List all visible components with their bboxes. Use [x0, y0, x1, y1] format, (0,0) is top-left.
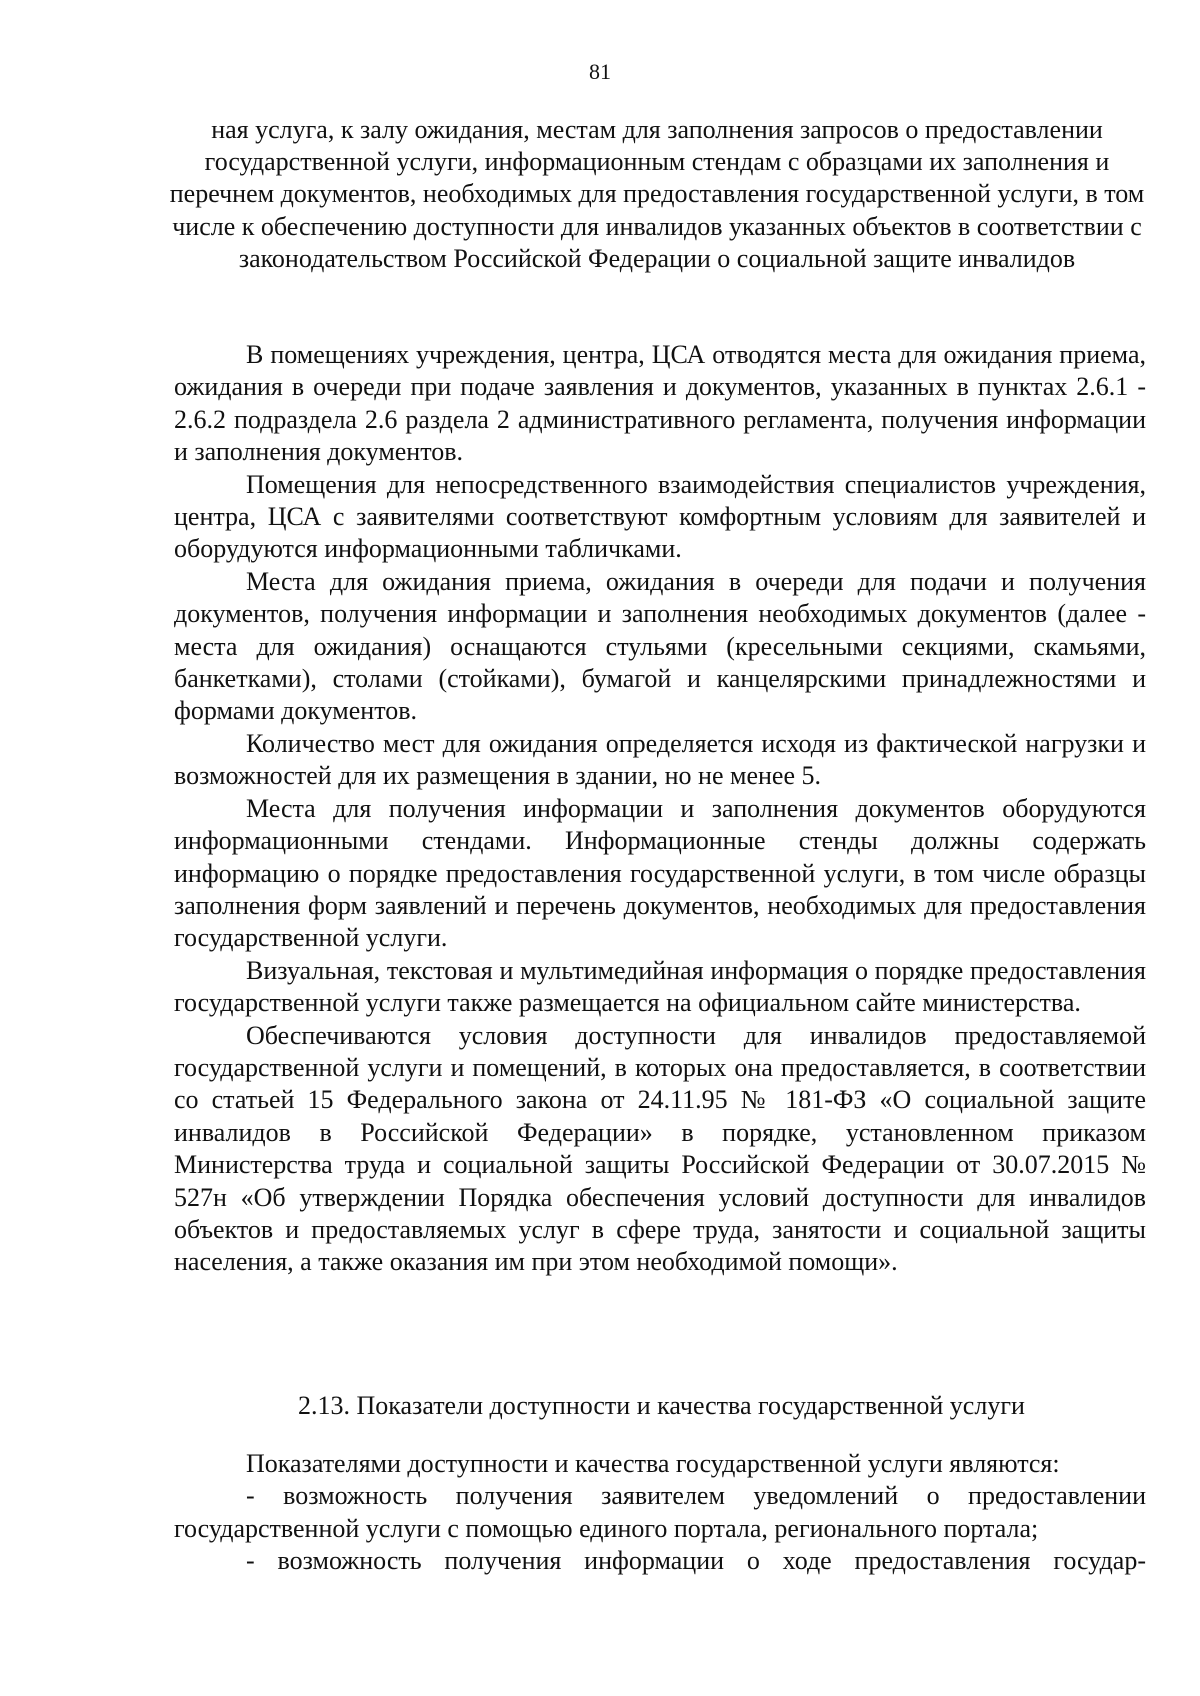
paragraph-multimedia-info: Визуальная, текстовая и мультимедийная информация о порядке предоставления государственной услуги также размещается на официальном сайте министерства. [174, 955, 1146, 1018]
subsection-heading: ная услуга, к залу ожидания, местам для заполнения запросов о предоставлении государственной услуги, информационным стендам с образцами их заполнения и перечнем документов, необходимых для предоставления государственной услуги, в том числе к обеспечению доступности для инвалидов указанных объектов в соответствии с законодательством Российской Федерации о социальной защите инвалидов [169, 115, 1145, 273]
indicators-intro: Показателями доступности и качества государственной услуги являются: [246, 1449, 1060, 1478]
page-number: 81 [589, 59, 611, 84]
indicators-list [174, 1448, 1146, 1578]
paragraph-info-stands: Места для получения информации и заполнения документов оборудуются информационными стендами. Информационные стенды должны содержать информацию о порядке предоставления государственной услуги, в том числе образцы заполнения форм заявлений и перечень документов, необходимых для предоставления государственной услуги. [174, 793, 1146, 953]
section-heading: 2.13. Показатели доступности и качества государственной услуги [298, 1391, 1025, 1420]
paragraph-seat-count: Количество мест для ожидания определяется исходя из фактической нагрузки и возможностей для их размещения в здании, но не менее 5. [174, 728, 1146, 791]
indicator-item: - возможность получения информации о ходе предоставления государ- [246, 1546, 1146, 1576]
indicator-item: - возможность получения заявителем уведомлений о предоставлении государственной услуги с помощью единого портала, регионального портала; [174, 1481, 1146, 1543]
body-text [174, 339, 1146, 1279]
paragraph-waiting-equipment: Места для ожидания приема, ожидания в очереди для подачи и получения документов, получения информации и заполнения необходимых документов (далее - места для ожидания) оснащаются стульями (кресельными секциями, скамьями, банкетками), столами (стойками), бумагой и канцелярскими принадлежностями и формами документов. [174, 566, 1146, 726]
paragraph-interaction-rooms: Помещения для непосредственного взаимодействия специалистов учреждения, центра, ЦСА с заявителями соответствуют комфортным условиям для заявителей и оборудуются информационными табличками. [174, 469, 1146, 564]
paragraph-waiting-areas: В помещениях учреждения, центра, ЦСА отводятся места для ожидания приема, ожидания в очереди при подаче заявления и документов, указанных в пунктах 2.6.1 - 2.6.2 подраздела 2.6 раздела 2 административного регламента, получения информации и заполнения документов. [174, 340, 1146, 467]
paragraph-accessibility: Обеспечиваются условия доступности для инвалидов предоставляемой государственной услуги и помещений, в которых она предоставляется, в соответствии со статьей 15 Федерального закона от 24.11.95 № 181-ФЗ «О социальной защите инвалидов в Российской Федерации» в порядке, установленном приказом Министерства труда и социальной защиты Российской Федерации от 30.07.2015 № 527н «Об утверждении Порядка обеспечения условий доступности для инвалидов объектов и предоставляемых услуг в сфере труда, занятости и социальной защиты населения, а также оказания им при этом необходимой помощи». [174, 1020, 1146, 1277]
